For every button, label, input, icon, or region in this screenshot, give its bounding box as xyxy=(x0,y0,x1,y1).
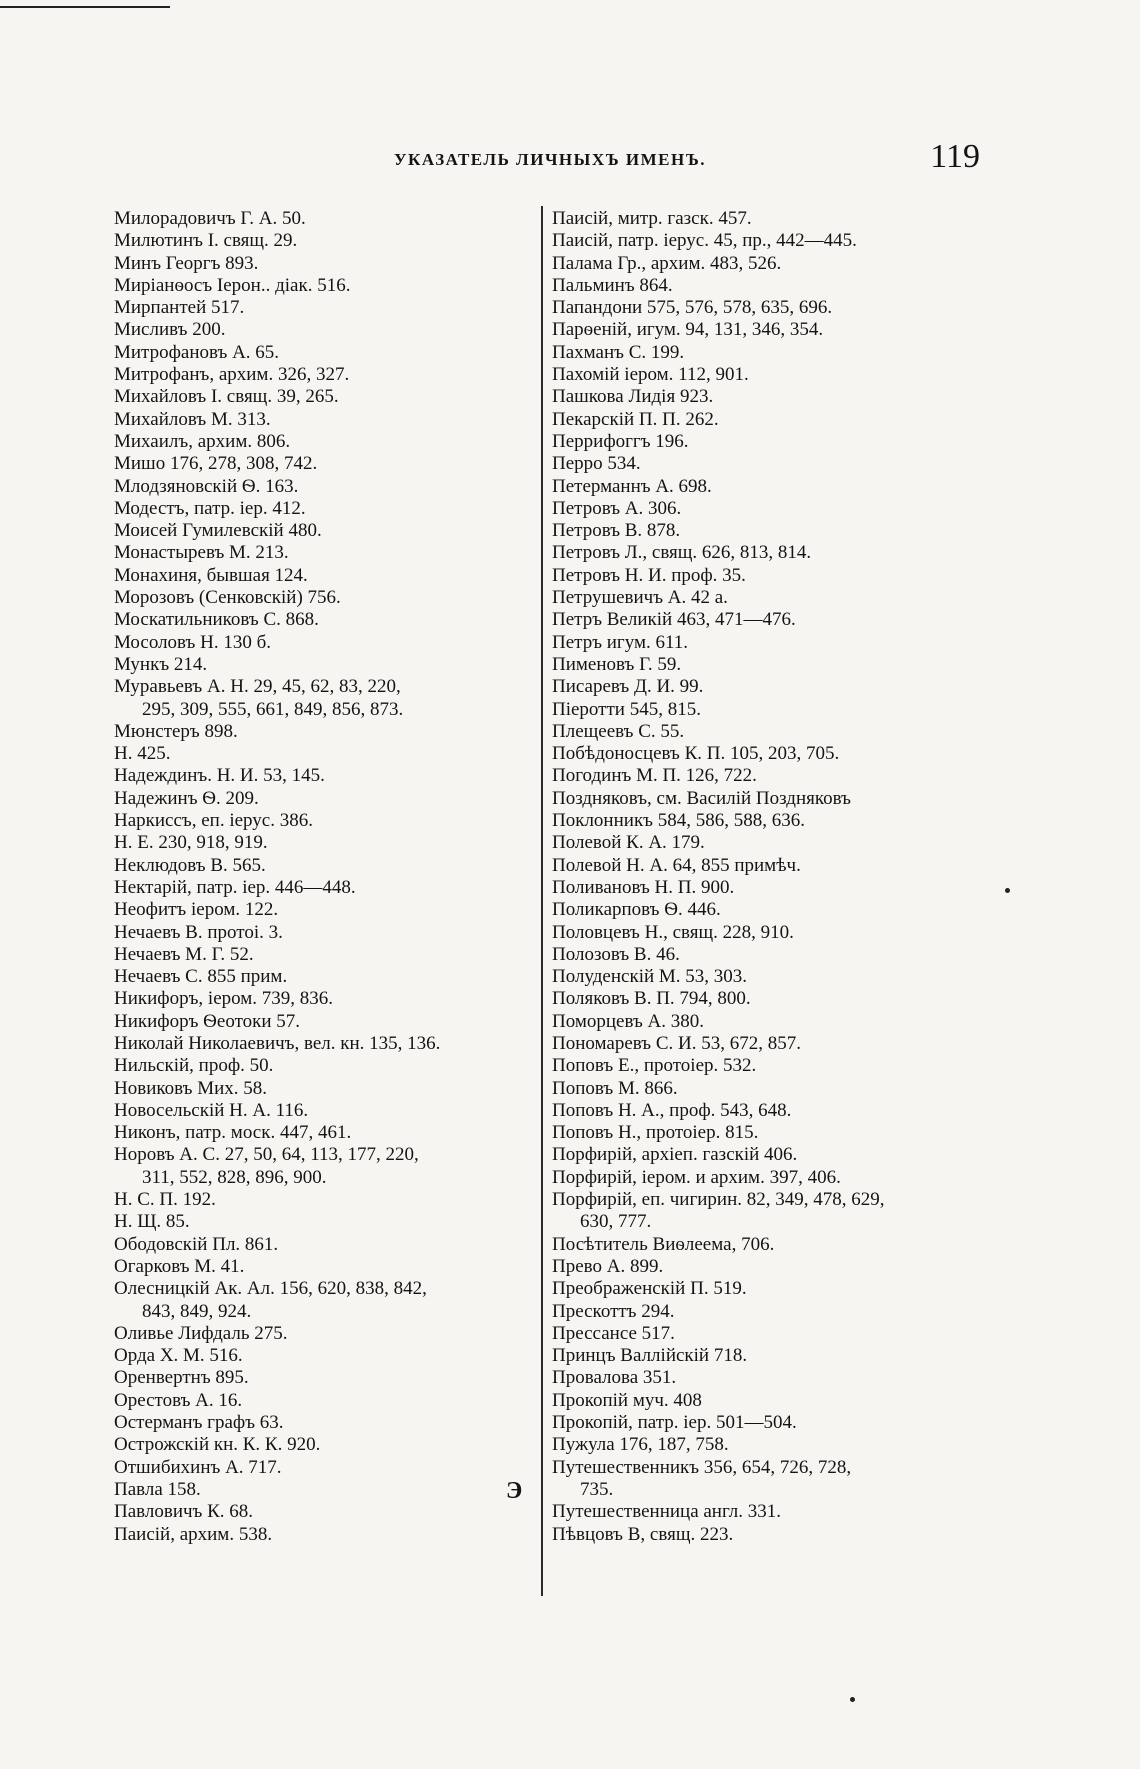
index-entry-text: Петръ Великій 463, 471—476. xyxy=(552,609,796,631)
index-entry xyxy=(552,498,990,520)
index-entry xyxy=(552,1011,990,1033)
index-entry-text: Поповъ М. 866. xyxy=(552,1077,678,1099)
index-entry xyxy=(114,476,554,498)
index-entry-text: Москатильниковъ С. 868. xyxy=(114,609,319,631)
index-entry xyxy=(114,1211,554,1233)
index-entry xyxy=(114,520,554,542)
index-entry xyxy=(552,476,990,498)
index-entry-text: Михайловъ I. свящ. 39, 265. xyxy=(114,386,339,408)
index-entry-text: Пахомій iером. 112, 901. xyxy=(552,364,749,386)
index-entry xyxy=(114,743,554,765)
index-entry xyxy=(552,230,990,252)
index-entry xyxy=(114,1278,554,1323)
index-entry-text: Оливье Лифдаль 275. xyxy=(114,1322,288,1344)
index-entry-text: Поморцевъ А. 380. xyxy=(552,1010,705,1032)
index-entry-text: Путешественникъ 356, 654, 726, 728, xyxy=(552,1456,852,1478)
index-entry xyxy=(114,342,554,364)
index-entry xyxy=(114,297,554,319)
index-entry-text: Полевой К. А. 179. xyxy=(552,832,705,854)
index-entry xyxy=(552,743,990,765)
index-entry xyxy=(114,676,554,721)
index-entry-text: Пальминъ 864. xyxy=(552,274,673,296)
index-entry xyxy=(114,1501,554,1523)
index-entry-text: Митрофановъ А. 65. xyxy=(114,341,280,363)
index-entry-text: Петерманнъ А. 698. xyxy=(552,475,712,497)
index-entry xyxy=(552,208,990,230)
index-entry xyxy=(552,1078,990,1100)
index-entry-text: Паисій, архим. 538. xyxy=(114,1523,273,1545)
index-entry-text: Ободовскій Пл. 861. xyxy=(114,1233,279,1255)
index-entry xyxy=(552,654,990,676)
index-entry xyxy=(114,1479,554,1501)
index-entry-text: Паисій, митр. газск. 457. xyxy=(552,208,752,229)
index-entry xyxy=(114,1345,554,1367)
index-entry-text: Плещеевъ С. 55. xyxy=(552,720,685,742)
index-entry-text: Н. 425. xyxy=(114,743,171,765)
index-entry xyxy=(552,765,990,787)
index-entry-text: Пахманъ С. 199. xyxy=(552,341,685,363)
index-entry-text: Никифоръ, iером. 739, 836. xyxy=(114,988,334,1010)
index-entry xyxy=(552,899,990,921)
index-entry xyxy=(114,386,554,408)
index-entry xyxy=(552,632,990,654)
index-entry-text: Петръ игум. 611. xyxy=(552,631,689,653)
index-entry xyxy=(552,1390,990,1412)
index-entry-text: Полевой Н. А. 64, 855 примѣч. xyxy=(552,854,801,876)
index-entry xyxy=(552,988,990,1010)
index-entry xyxy=(114,632,554,654)
index-entry xyxy=(114,899,554,921)
index-entry xyxy=(114,230,554,252)
index-entry xyxy=(552,1278,990,1300)
index-entry xyxy=(114,855,554,877)
index-entry xyxy=(552,966,990,988)
index-entry-text: Прокопій, патр. iер. 501—504. xyxy=(552,1412,797,1434)
index-entry-text: Пашкова Лидія 923. xyxy=(552,386,714,408)
index-entry xyxy=(552,676,990,698)
index-entry xyxy=(552,587,990,609)
index-entry xyxy=(552,1457,990,1502)
index-entry xyxy=(114,1122,554,1144)
index-entry-text: Паисій, патр. iерус. 45, пр., 442—445. xyxy=(552,230,857,252)
index-entry xyxy=(552,319,990,341)
index-entry xyxy=(552,1323,990,1345)
index-entry-text: Норовъ А. С. 27, 50, 64, 113, 177, 220, xyxy=(114,1144,419,1166)
index-entry-text: Мункъ 214. xyxy=(114,653,208,675)
index-entry-text: Поздняковъ, см. Василій Поздняковъ xyxy=(552,787,851,809)
index-entry-text: Поповъ Н., протоiер. 815. xyxy=(552,1122,759,1144)
column-divider xyxy=(541,206,543,1596)
index-entry-text: Преображенскій П. 519. xyxy=(552,1278,747,1300)
index-entry xyxy=(114,1234,554,1256)
index-entry xyxy=(552,453,990,475)
corner-rule xyxy=(0,6,170,8)
index-entry xyxy=(114,498,554,520)
index-entry-text: Н. Щ. 85. xyxy=(114,1211,190,1233)
index-entry xyxy=(552,431,990,453)
index-entry xyxy=(114,409,554,431)
index-entry-text: Михаилъ, архим. 806. xyxy=(114,430,291,452)
index-entry-text: Орестовъ А. 16. xyxy=(114,1389,243,1411)
index-entry xyxy=(114,944,554,966)
index-entry xyxy=(552,1256,990,1278)
index-entry xyxy=(114,1256,554,1278)
index-entry xyxy=(114,654,554,676)
index-entry-text: Павла 158. xyxy=(114,1478,201,1500)
index-entry-text: Неофитъ iером. 122. xyxy=(114,899,279,921)
index-entry xyxy=(114,1100,554,1122)
index-entry xyxy=(552,1412,990,1434)
index-entry-text: Перрифоггъ 196. xyxy=(552,430,689,452)
index-entry xyxy=(552,409,990,431)
index-entry xyxy=(552,1122,990,1144)
index-entry-text: Огарковъ М. 41. xyxy=(114,1255,245,1277)
stray-dot xyxy=(1005,888,1010,893)
index-entry-text: Петровъ Н. И. проф. 35. xyxy=(552,564,746,586)
index-entry-text: Мосоловъ Н. 130 б. xyxy=(114,631,272,653)
index-entry xyxy=(114,1524,554,1546)
index-entry xyxy=(114,431,554,453)
index-column-left xyxy=(114,208,554,1546)
index-entry-text: Порфирій, архiеп. газскій 406. xyxy=(552,1144,798,1166)
index-entry xyxy=(552,1501,990,1523)
index-entry-continuation: 311, 552, 828, 896, 900. xyxy=(142,1166,327,1188)
index-entry-text: Полуденскій М. 53, 303. xyxy=(552,966,748,988)
index-entry-continuation: 843, 849, 924. xyxy=(142,1300,252,1322)
index-entry-text: Отшибихинъ А. 717. xyxy=(114,1456,282,1478)
index-entry-text: Палама Гр., архим. 483, 526. xyxy=(552,252,782,274)
index-entry xyxy=(552,609,990,631)
index-entry-text: Пономаревъ С. И. 53, 672, 857. xyxy=(552,1032,802,1054)
index-entry-text: Прессансе 517. xyxy=(552,1322,675,1344)
index-entry-text: Мишо 176, 278, 308, 742. xyxy=(114,453,318,475)
index-entry-text: Поповъ Н. А., проф. 543, 648. xyxy=(552,1099,792,1121)
index-entry xyxy=(114,1390,554,1412)
index-entry-text: Моисей Гумилевскій 480. xyxy=(114,520,322,542)
index-entry xyxy=(114,1367,554,1389)
index-entry xyxy=(114,565,554,587)
margin-mark: Э xyxy=(506,1478,523,1504)
index-entry xyxy=(552,297,990,319)
index-entry xyxy=(114,877,554,899)
page-number: 119 xyxy=(930,138,980,175)
index-entry-text: Прескоттъ 294. xyxy=(552,1300,675,1322)
index-entry-text: Нильскій, проф. 50. xyxy=(114,1055,274,1077)
index-entry xyxy=(552,253,990,275)
index-entry xyxy=(552,810,990,832)
index-entry xyxy=(552,1345,990,1367)
index-entry xyxy=(114,542,554,564)
index-entry-text: Никифоръ Ѳеотоки 57. xyxy=(114,1010,301,1032)
index-entry-text: Поклонникъ 584, 586, 588, 636. xyxy=(552,810,805,832)
index-entry xyxy=(114,966,554,988)
index-entry-text: Оренвертнъ 895. xyxy=(114,1367,249,1389)
index-entry-continuation: 735. xyxy=(580,1478,614,1500)
index-entry-text: Нектарій, патр. iер. 446—448. xyxy=(114,876,356,898)
index-entry-text: Михайловъ М. 313. xyxy=(114,408,271,430)
index-entry xyxy=(552,1524,990,1546)
index-entry xyxy=(552,855,990,877)
index-entry xyxy=(552,944,990,966)
stray-dot xyxy=(850,1697,855,1702)
index-entry xyxy=(552,721,990,743)
index-entry xyxy=(114,1033,554,1055)
index-entry xyxy=(114,721,554,743)
index-entry-text: Петровъ В. 878. xyxy=(552,520,681,542)
index-entry xyxy=(552,1100,990,1122)
index-entry xyxy=(114,832,554,854)
index-entry xyxy=(552,699,990,721)
index-entry xyxy=(552,877,990,899)
index-entry-text: Мюнстеръ 898. xyxy=(114,720,238,742)
index-entry-text: Млодзяновскій Ѳ. 163. xyxy=(114,475,299,497)
index-entry xyxy=(552,788,990,810)
index-entry-text: Пекарскій П. П. 262. xyxy=(552,408,719,430)
index-entry-text: Наркиссъ, еп. iерус. 386. xyxy=(114,810,313,832)
index-entry xyxy=(552,1055,990,1077)
index-entry-text: Новосельскій Н. А. 116. xyxy=(114,1099,309,1121)
index-entry-text: Модестъ, патр. iер. 412. xyxy=(114,497,306,519)
index-entry-text: Николай Николаевичъ, вел. кн. 135, 136. xyxy=(114,1032,441,1054)
index-entry xyxy=(114,208,554,230)
index-entry xyxy=(552,1234,990,1256)
index-entry-continuation: 630, 777. xyxy=(580,1211,652,1233)
index-entry xyxy=(114,253,554,275)
index-entry-text: Погодинъ М. П. 126, 722. xyxy=(552,765,757,787)
index-entry xyxy=(114,1011,554,1033)
index-entry-text: Н. Е. 230, 918, 919. xyxy=(114,832,268,854)
index-entry-text: Пужула 176, 187, 758. xyxy=(552,1434,729,1456)
index-entry-text: Парѳеній, игум. 94, 131, 346, 354. xyxy=(552,319,824,341)
index-entry xyxy=(552,922,990,944)
index-entry xyxy=(552,565,990,587)
index-entry-text: Прево А. 899. xyxy=(552,1255,664,1277)
index-entry xyxy=(114,364,554,386)
index-entry xyxy=(114,1055,554,1077)
index-entry-text: Острожскій кн. К. К. 920. xyxy=(114,1434,321,1456)
index-entry-text: Павловичъ К. 68. xyxy=(114,1501,254,1523)
index-entry-text: Морозовъ (Сенковскій) 756. xyxy=(114,587,341,609)
index-entry-text: Петровъ Л., свящ. 626, 813, 814. xyxy=(552,542,812,564)
index-entry-text: Путешественница англ. 331. xyxy=(552,1501,782,1523)
index-entry-text: Петрушевичъ А. 42 а. xyxy=(552,587,728,609)
index-entry xyxy=(552,542,990,564)
index-entry xyxy=(552,342,990,364)
index-entry xyxy=(114,319,554,341)
index-entry xyxy=(114,1189,554,1211)
index-entry-text: Пименовъ Г. 59. xyxy=(552,653,682,675)
index-entry xyxy=(552,1167,990,1189)
index-entry xyxy=(552,1434,990,1456)
index-entry xyxy=(552,1144,990,1166)
running-header: УКАЗАТЕЛЬ ЛИЧНЫХЪ ИМЕНЪ. xyxy=(394,150,706,169)
index-entry xyxy=(114,453,554,475)
index-entry-text: Полозовъ В. 46. xyxy=(552,943,680,965)
index-entry-text: Половцевъ Н., свящ. 228, 910. xyxy=(552,921,794,943)
index-entry-text: Мисливъ 200. xyxy=(114,319,226,341)
index-entry-text: Нечаевъ В. протоi. 3. xyxy=(114,921,283,943)
index-entry xyxy=(114,1078,554,1100)
index-entry-text: Петровъ А. 306. xyxy=(552,497,682,519)
index-entry-text: Остерманъ графъ 63. xyxy=(114,1412,284,1434)
index-entry-text: Неклюдовъ В. 565. xyxy=(114,854,266,876)
index-entry-text: Монастыревъ М. 213. xyxy=(114,542,289,564)
index-entry-text: Монахиня, бывшая 124. xyxy=(114,564,308,586)
index-entry-text: Надежинъ Ѳ. 209. xyxy=(114,787,259,809)
index-entry xyxy=(114,1412,554,1434)
index-entry xyxy=(552,1189,990,1234)
index-entry-text: Пѣвцовъ В, свящ. 223. xyxy=(552,1523,734,1545)
index-entry-text: Миріанѳосъ Іерон.. діак. 516. xyxy=(114,274,351,296)
index-entry-text: Поповъ Е., протоiер. 532. xyxy=(552,1055,757,1077)
index-entry xyxy=(552,1033,990,1055)
index-entry xyxy=(114,275,554,297)
index-entry-text: Перро 534. xyxy=(552,453,641,475)
index-entry xyxy=(114,1144,554,1189)
index-entry-text: Нечаевъ М. Г. 52. xyxy=(114,943,254,965)
index-entry xyxy=(114,1323,554,1345)
index-entry-text: Муравьевъ А. Н. 29, 45, 62, 83, 220, xyxy=(114,676,401,698)
index-entry xyxy=(552,832,990,854)
index-entry xyxy=(114,765,554,787)
index-entry-text: Н. С. П. 192. xyxy=(114,1189,216,1211)
index-entry-text: Минъ Георгъ 893. xyxy=(114,252,259,274)
index-entry-text: Посѣтитель Виѳлеема, 706. xyxy=(552,1233,775,1255)
index-entry xyxy=(114,988,554,1010)
index-entry xyxy=(552,364,990,386)
index-entry-text: Порфирій, iером. и архим. 397, 406. xyxy=(552,1166,841,1188)
index-entry-text: Побѣдоносцевъ К. П. 105, 203, 705. xyxy=(552,743,840,765)
index-entry xyxy=(114,1434,554,1456)
index-entry-text: Провалова 351. xyxy=(552,1367,677,1389)
index-entry xyxy=(552,275,990,297)
index-entry-text: Поляковъ В. П. 794, 800. xyxy=(552,988,751,1010)
index-entry-text: Поливановъ Н. П. 900. xyxy=(552,876,735,898)
index-entry xyxy=(552,520,990,542)
index-entry xyxy=(114,609,554,631)
index-entry-text: Орда Х. М. 516. xyxy=(114,1345,243,1367)
index-entry-text: Писаревъ Д. И. 99. xyxy=(552,676,704,698)
index-entry xyxy=(114,587,554,609)
index-entry-text: Митрофанъ, архим. 326, 327. xyxy=(114,364,350,386)
index-entry-text: Милорадовичъ Г. А. 50. xyxy=(114,208,306,229)
index-entry xyxy=(114,922,554,944)
index-entry xyxy=(552,1367,990,1389)
index-entry-text: Порфирій, еп. чигирин. 82, 349, 478, 629, xyxy=(552,1189,885,1211)
index-entry-text: Пiеротти 545, 815. xyxy=(552,698,701,720)
index-entry-text: Принцъ Валлійскій 718. xyxy=(552,1345,748,1367)
index-entry-continuation: 295, 309, 555, 661, 849, 856, 873. xyxy=(142,698,404,720)
index-entry-text: Нечаевъ С. 855 прим. xyxy=(114,966,288,988)
index-column-right xyxy=(552,208,990,1546)
index-entry xyxy=(114,1457,554,1479)
index-entry-text: Мирпантей 517. xyxy=(114,297,245,319)
index-entry-text: Никонъ, патр. моск. 447, 461. xyxy=(114,1122,352,1144)
index-entry xyxy=(552,1301,990,1323)
index-entry-text: Новиковъ Мих. 58. xyxy=(114,1077,268,1099)
index-entry xyxy=(552,386,990,408)
index-entry xyxy=(114,788,554,810)
index-entry-text: Прокопій муч. 408 xyxy=(552,1389,702,1411)
index-entry-text: Поликарповъ Ѳ. 446. xyxy=(552,899,721,921)
index-entry-text: Папандони 575, 576, 578, 635, 696. xyxy=(552,297,833,319)
index-entry xyxy=(114,810,554,832)
index-entry-text: Милютинъ I. свящ. 29. xyxy=(114,230,298,252)
index-entry-text: Надеждинъ. Н. И. 53, 145. xyxy=(114,765,325,787)
index-entry-text: Олесницкій Ак. Ал. 156, 620, 838, 842, xyxy=(114,1278,427,1300)
